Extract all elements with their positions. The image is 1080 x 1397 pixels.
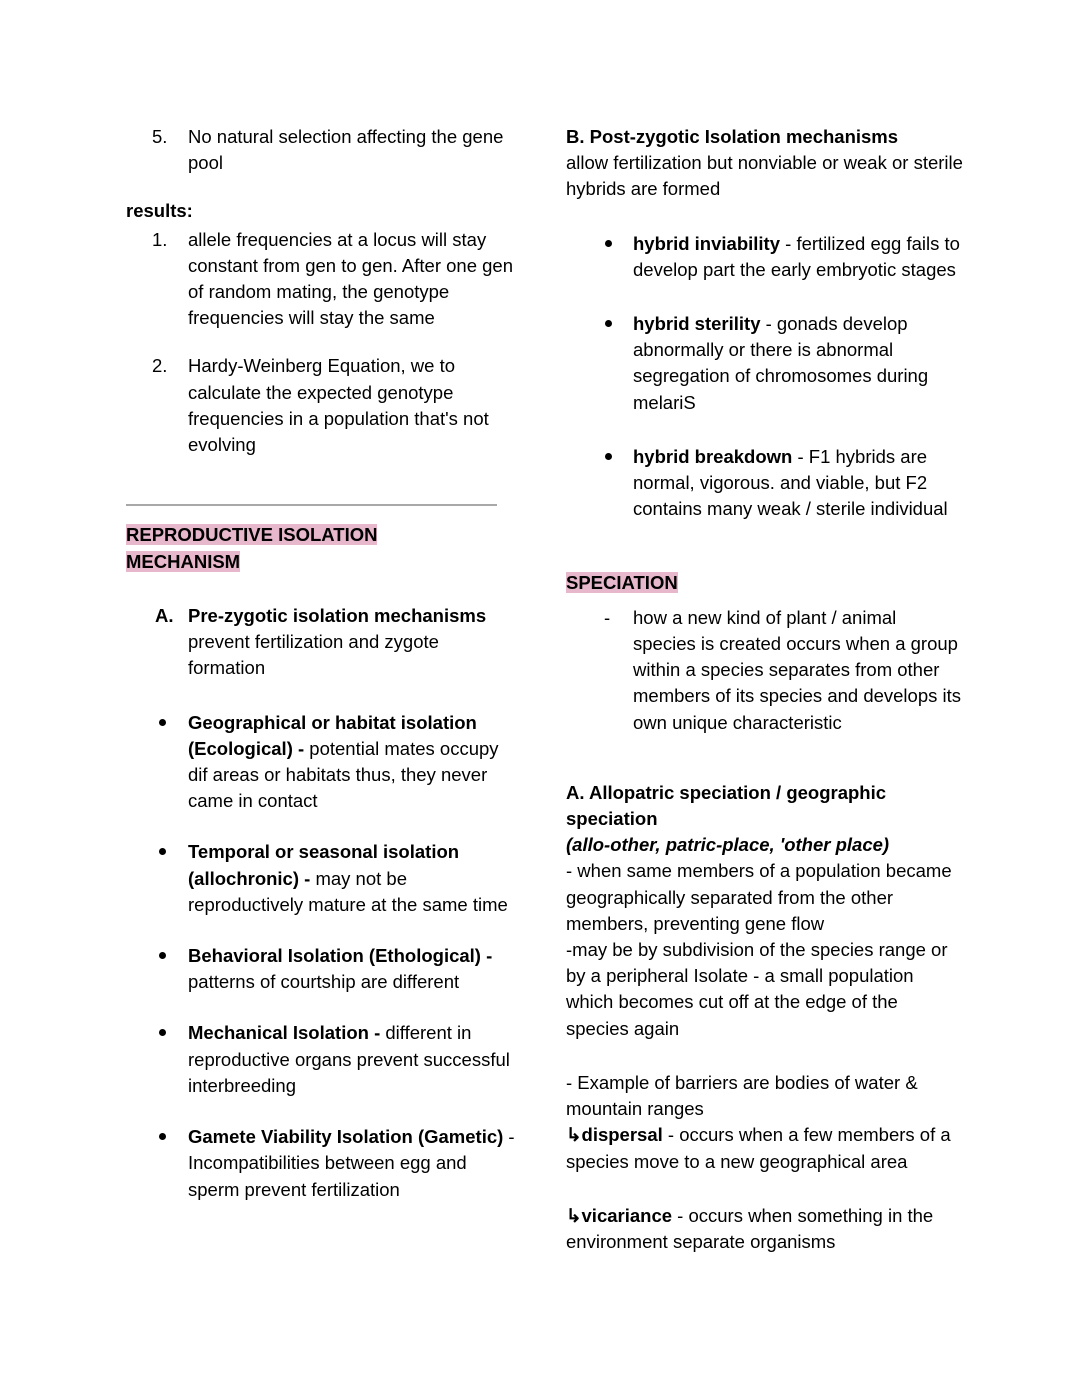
allopatric-heading: A. Allopatric speciation / geographic speciation — [566, 781, 887, 830]
bullet-term: Mechanical Isolation - — [188, 1022, 381, 1044]
bullet-dot-icon — [159, 1133, 166, 1140]
barriers-intro: - Example of barriers are bodies of water & mountain ranges — [566, 1071, 918, 1120]
bullet-term: Behavioral Isolation (Ethological) - — [188, 945, 493, 967]
bullet-term: Geographical or habitat isolation (Ecological) - — [188, 711, 477, 759]
bullet-dot-icon — [605, 240, 612, 247]
pre-zygotic-term: Pre-zygotic isolation mechanisms — [188, 605, 487, 627]
bullet-dot-icon — [159, 719, 166, 726]
allopatric-speciation-block — [566, 780, 964, 1042]
post-zygotic-entry — [566, 124, 964, 203]
bullet-definition: - Incompatibilities between egg and sperm prevent fertilization — [188, 1126, 515, 1200]
list-item-text: allele frequencies at a locus will stay constant from gen to gen. After one gen of random mating, the genotype frequencies will stay the same — [188, 228, 513, 329]
post-zygotic-heading: B. Post-zygotic Isolation mechanisms — [566, 126, 899, 147]
list-item — [566, 311, 964, 416]
list-item — [126, 839, 516, 918]
list-item — [126, 943, 516, 995]
allopatric-body-1: - when same members of a population became geographically separated from the other members, preventing gene flow — [566, 860, 952, 934]
down-right-arrow-icon: ↳ — [566, 1204, 582, 1226]
bullet-dot-icon — [159, 848, 166, 855]
bullet-dot-icon — [605, 320, 612, 327]
down-right-arrow-icon: ↳ — [566, 1124, 582, 1146]
list-item-text: No natural selection affecting the gene pool — [188, 126, 504, 174]
bullet-definition: patterns of courtship are different — [188, 971, 460, 993]
list-marker: A. — [155, 605, 174, 627]
bullet-dot-icon — [605, 453, 612, 460]
list-item — [566, 231, 964, 283]
allopatric-body-2: -may be by subdivision of the species range or by a peripheral Isolate - a small population which becomes cut off at the edge of the species again — [566, 939, 948, 1039]
bullet-definition: may not be reproductively mature at the same time — [188, 867, 508, 915]
list-item — [126, 710, 516, 815]
right-column — [566, 124, 964, 1255]
vicariance-entry — [566, 1203, 964, 1255]
list-marker: 1. — [152, 228, 168, 250]
bullet-dot-icon — [159, 952, 166, 959]
vicariance-definition: - occurs when something in the environment separate organisms — [566, 1204, 934, 1252]
list-item-text: Hardy-Weinberg Equation, we to calculate the expected genotype frequencies in a population that's not evolving — [188, 355, 489, 456]
results-label: results: — [126, 200, 193, 222]
list-item — [566, 444, 964, 523]
section-heading-speciation — [566, 570, 964, 596]
section-heading-reproductive-isolation — [126, 522, 394, 575]
bullet-definition: - F1 hybrids are normal, vigorous. and viable, but F2 contains many weak / sterile individual — [633, 445, 948, 520]
dispersal-entry — [566, 1122, 964, 1174]
speciation-definition-text: how a new kind of plant / animal species is created occurs when a group within a species separates from other members of its species and develops its own unique characteristic — [633, 606, 962, 733]
bullet-term: hybrid sterility — [633, 313, 761, 335]
allopatric-etymology: (allo-other, patric-place, 'other place) — [566, 834, 890, 856]
section-heading-text: REPRODUCTIVE ISOLATION MECHANISM — [126, 524, 378, 572]
bullet-dot-icon — [159, 1029, 166, 1036]
list-marker: 5. — [152, 126, 168, 147]
left-column — [126, 124, 516, 1228]
dispersal-term: dispersal — [581, 1124, 663, 1146]
bullet-definition: - gonads develop abnormally or there is abnormal segregation of chromosomes during melariS — [633, 313, 929, 413]
post-zygotic-definition: allow fertilization but nonviable or weak or sterile hybrids are formed — [566, 152, 963, 200]
bullet-definition: different in reproductive organs prevent successful interbreeding — [188, 1022, 510, 1096]
continued-numbered-list — [126, 124, 516, 176]
list-item — [126, 124, 516, 176]
bullet-term: Temporal or seasonal isolation (allochronic) - — [188, 841, 460, 889]
results-numbered-list — [126, 227, 516, 459]
bullet-term: hybrid inviability — [633, 232, 780, 254]
dispersal-definition: - occurs when a few members of a species move to a new geographical area — [566, 1124, 951, 1172]
speciation-definition-item — [566, 605, 964, 736]
list-item — [126, 353, 516, 458]
bullet-definition: potential mates occupy dif areas or habitats thus, they never came in contact — [188, 737, 499, 812]
pre-zygotic-definition: prevent fertilization and zygote formation — [188, 631, 439, 679]
dash-marker: - — [604, 606, 611, 628]
bullet-term: hybrid breakdown — [633, 445, 793, 467]
list-item — [126, 1020, 516, 1099]
pre-zygotic-entry — [126, 603, 516, 682]
list-marker: 2. — [152, 355, 168, 377]
vicariance-term: vicariance — [581, 1204, 673, 1226]
list-item — [126, 227, 516, 332]
bullet-definition: - fertilized egg fails to develop part the early embryotic stages — [633, 232, 960, 280]
list-item — [126, 1124, 516, 1203]
bullet-term: Gamete Viability Isolation (Gametic) — [188, 1126, 504, 1148]
section-heading-text: SPECIATION — [566, 572, 678, 594]
